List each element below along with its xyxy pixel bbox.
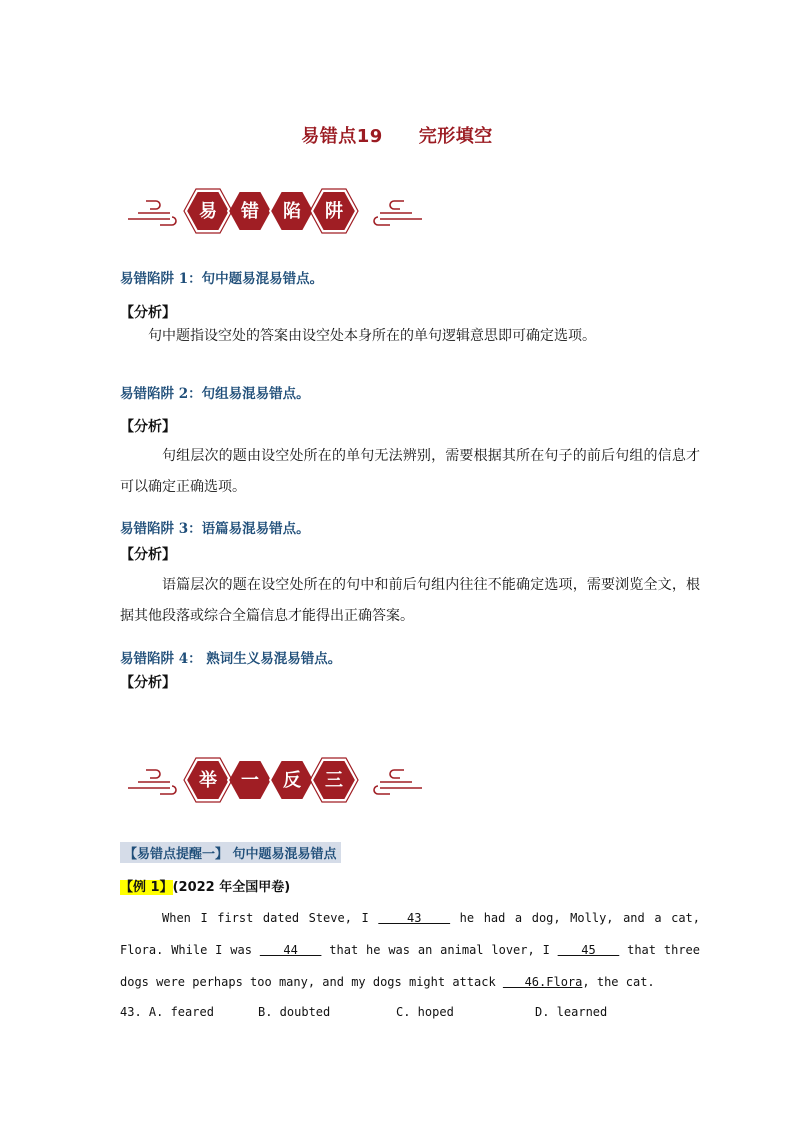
banner2-char-1: 举 xyxy=(199,770,217,791)
blank-43: 43 xyxy=(378,911,451,925)
option-c: C. hoped xyxy=(396,1005,454,1019)
banner1-char-2: 错 xyxy=(241,201,259,222)
section-banner-examples xyxy=(120,752,430,808)
banner2-char-3: 反 xyxy=(283,770,301,791)
passage-text: , the cat. xyxy=(582,975,655,989)
trap-2-text: 句组层次的题由设空处所在的单句无法辨别，需要根据其所在句子的前后句组的信息才可以确定正确选项。 xyxy=(120,448,700,495)
option-b: B. doubted xyxy=(258,1005,331,1019)
trap-4-heading: 易错陷阱 4： 熟词生义易混易错点。 xyxy=(120,651,342,667)
page-title xyxy=(0,122,794,148)
banner2-char-2: 一 xyxy=(241,770,259,791)
passage-text: that three dogs were perhaps too many, and my dogs might attack xyxy=(120,943,700,989)
passage-text: he had a dog, Molly, and a cat, Flora. While I was xyxy=(120,911,700,957)
blank-45: 45 xyxy=(557,943,620,957)
example-source: (2022 年全国甲卷) xyxy=(172,880,291,895)
option-d: D. learned xyxy=(535,1005,608,1019)
trap-1-analysis-label: 【分析】 xyxy=(120,305,176,321)
reminder-heading: 【易错点提醒一】 句中题易混易错点 xyxy=(120,842,341,863)
trap-1-text: 句中题指设空处的答案由设空处本身所在的单句逻辑意思即可确定选项。 xyxy=(148,328,596,344)
example-tag: 【例 1】 xyxy=(120,880,173,895)
trap-3-analysis-label: 【分析】 xyxy=(120,547,176,563)
passage-text: When I first dated Steve, I xyxy=(162,911,379,925)
title-number: 易错点19 xyxy=(301,126,383,147)
trap-3-text: 语篇层次的题在设空处所在的句中和前后句组内往往不能确定选项，需要浏览全文，根据其他段落或综合全篇信息才能得出正确答案。 xyxy=(120,577,700,624)
trap-3-heading: 易错陷阱 3：语篇易混易错点。 xyxy=(120,521,310,537)
blank-44: 44 xyxy=(259,943,322,957)
section-banner-traps xyxy=(120,183,430,239)
banner2-char-4: 三 xyxy=(325,770,343,791)
blank-46: 46.Flora xyxy=(502,975,583,989)
banner1-char-1: 易 xyxy=(199,201,217,222)
trap-1-heading: 易错陷阱 1：句中题易混易错点。 xyxy=(120,271,324,287)
banner1-char-4: 阱 xyxy=(325,201,343,222)
passage-text: that he was an animal lover, I xyxy=(321,943,558,957)
trap-2-analysis-label: 【分析】 xyxy=(120,419,176,435)
trap-2-heading: 易错陷阱 2：句组易混易错点。 xyxy=(120,386,310,402)
example-heading xyxy=(120,876,290,895)
banner1-char-3: 陷 xyxy=(283,201,301,222)
trap-4-analysis-label: 【分析】 xyxy=(120,675,176,691)
title-topic: 完形填空 xyxy=(418,126,493,147)
cloze-passage xyxy=(120,902,700,998)
option-a: 43. A. feared xyxy=(120,1005,214,1019)
